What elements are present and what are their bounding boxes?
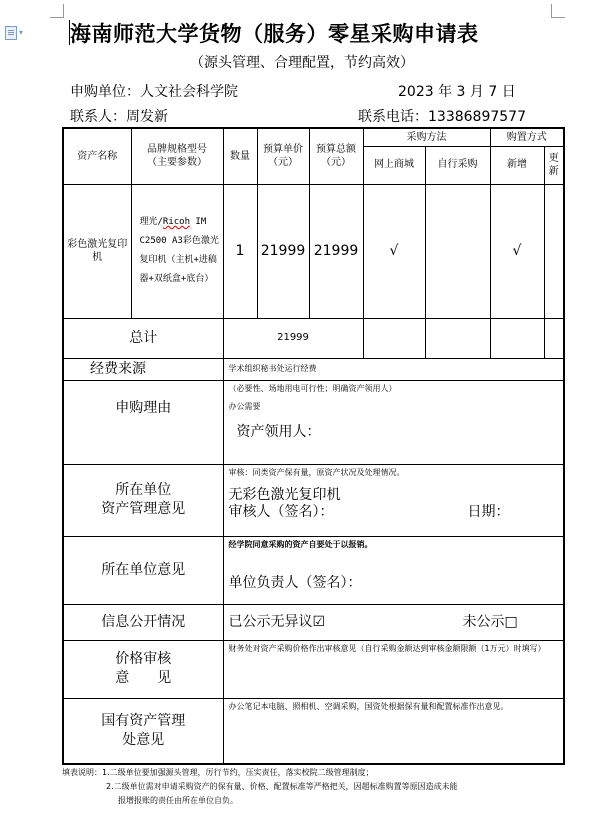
sum-new-cell[interactable] bbox=[490, 318, 544, 358]
asset-mgmt-label-line2: 资产管理意见 bbox=[101, 501, 186, 517]
item-spec-brand: 理光/ bbox=[139, 217, 163, 228]
phone-value: 13386897577 bbox=[428, 109, 526, 125]
sum-self-cell[interactable] bbox=[425, 318, 490, 358]
col-spec-subtitle: （主要参数） bbox=[147, 157, 207, 169]
col-purchase-type[interactable]: 购置方式 bbox=[490, 128, 564, 146]
price-review-label bbox=[63, 640, 223, 698]
col-purchase-method[interactable]: 采购方法 bbox=[363, 128, 490, 146]
asset-mgmt-sign-line bbox=[229, 504, 559, 521]
unit-head-sign-field[interactable]: 单位负责人（签名）： bbox=[228, 575, 362, 592]
document-icon[interactable] bbox=[5, 26, 17, 40]
price-review-cell[interactable]: 财务处对资产采购价格作出审核意见（自行采购金额达到审核金额限额（1万元）时填写） bbox=[223, 640, 564, 698]
disclosure-no-checkbox[interactable]: 未公示□ bbox=[462, 613, 518, 630]
reason-cell[interactable] bbox=[223, 380, 564, 464]
item-name[interactable]: 彩色激光复印机 bbox=[63, 184, 131, 318]
unit-line[interactable] bbox=[70, 81, 238, 101]
application-form-table bbox=[62, 127, 565, 765]
crop-mark bbox=[50, 17, 63, 18]
state-asset-label-line1: 国有资产管理 bbox=[101, 712, 186, 729]
reason-value: 办公需要 bbox=[228, 402, 261, 412]
item-replace-check[interactable] bbox=[544, 184, 564, 318]
funding-label: 经费来源 bbox=[63, 358, 223, 380]
disclosure-yes-checkbox[interactable]: 已公示无异议☑ bbox=[228, 613, 326, 630]
sum-label: 总计 bbox=[63, 318, 223, 358]
col-asset-name[interactable]: 资产名称 bbox=[63, 128, 131, 184]
crop-mark bbox=[63, 4, 64, 18]
col-unit-price[interactable] bbox=[257, 128, 309, 184]
asset-holder-field[interactable]: 资产领用人： bbox=[236, 424, 321, 441]
col-total[interactable] bbox=[309, 128, 363, 184]
col-replace[interactable]: 更新 bbox=[544, 146, 564, 184]
item-unit-price[interactable]: 21999 bbox=[257, 184, 309, 318]
asset-mgmt-date[interactable]: 日期： bbox=[467, 504, 510, 521]
apply-date[interactable]: 2023 年 3 月 7 日 bbox=[398, 84, 516, 100]
reason-label: 申购理由 bbox=[63, 380, 223, 464]
item-spec-ricoh: Ricoh bbox=[162, 217, 191, 228]
asset-mgmt-value: 无彩色激光复印机 bbox=[228, 487, 341, 504]
item-online-check[interactable]: √ bbox=[363, 184, 425, 318]
item-spec[interactable] bbox=[131, 184, 223, 318]
col-total-unit: （元） bbox=[321, 157, 351, 169]
disclosure-label: 信息公开情况 bbox=[63, 604, 223, 640]
state-asset-label-line2: 处意见 bbox=[122, 731, 165, 748]
asset-mgmt-label bbox=[63, 464, 223, 536]
asset-mgmt-label-line1: 所在单位 bbox=[115, 482, 172, 499]
state-asset-cell[interactable]: 办公笔记本电脑、照相机、空调采购，国资处根据保有量和配置标准作出意见。 bbox=[223, 698, 564, 764]
unit-label: 申购单位： bbox=[70, 84, 140, 100]
footer-note-1: 填表说明：1.二级单位要加强源头管理，厉行节约，压实责任，落实校院二级管理制度； bbox=[62, 768, 374, 777]
page-subtitle[interactable]: （源头管理、合理配置，节约高效） bbox=[190, 55, 414, 71]
contact-label: 联系人： bbox=[70, 109, 126, 125]
asset-mgmt-hint: 审核：同类资产保有量，原资产状况及处理情况。 bbox=[228, 467, 405, 477]
crop-mark bbox=[552, 17, 565, 18]
col-online-mall[interactable]: 网上商城 bbox=[363, 146, 425, 184]
col-spec-title: 品牌规格型号 bbox=[147, 143, 207, 155]
col-unit-price-unit: （元） bbox=[268, 157, 298, 169]
price-review-label-line2: 意 见 bbox=[115, 670, 172, 686]
unit-value: 人文社会科学院 bbox=[140, 84, 238, 100]
sum-value[interactable]: 21999 bbox=[223, 318, 363, 358]
col-spec[interactable] bbox=[131, 128, 223, 184]
contact-value: 周发新 bbox=[126, 109, 168, 125]
unit-opinion-cell[interactable] bbox=[223, 536, 564, 604]
item-new-check[interactable]: √ bbox=[490, 184, 544, 318]
sum-replace-cell[interactable] bbox=[544, 318, 564, 358]
unit-opinion-hint: 经学院同意采购的资产自要处于以报销。 bbox=[228, 539, 373, 549]
footer-note-2: 2.二级单位需对申请采购资产的保有量、价格、配置标准等严格把关，因超标准购置等原因造成未能 bbox=[106, 782, 458, 791]
col-quantity[interactable]: 数量 bbox=[223, 128, 257, 184]
unit-opinion-label: 所在单位意见 bbox=[63, 536, 223, 604]
state-asset-label bbox=[63, 698, 223, 764]
asset-mgmt-cell[interactable] bbox=[223, 464, 564, 536]
item-total[interactable]: 21999 bbox=[309, 184, 363, 318]
col-unit-price-title: 预算单价 bbox=[263, 143, 303, 155]
item-quantity[interactable]: 1 bbox=[223, 184, 257, 318]
price-review-label-line1: 价格审核 bbox=[115, 651, 172, 668]
footer-note-3: 报增报账的责任由所在单位自负。 bbox=[118, 796, 238, 805]
col-new[interactable]: 新增 bbox=[490, 146, 544, 184]
item-spec-rest: IM C2500 A3彩色激光复印机（主机+进稿器+双纸盒+底台） bbox=[139, 217, 219, 284]
sum-online-cell[interactable] bbox=[363, 318, 425, 358]
crop-mark bbox=[551, 4, 552, 18]
reason-hint: （必要性、场地用电可行性；明确资产领用人） bbox=[228, 383, 397, 393]
funding-value[interactable]: 学术组织秘书处运行经费 bbox=[223, 358, 564, 380]
col-self-purchase[interactable]: 自行采购 bbox=[425, 146, 490, 184]
asset-mgmt-signer[interactable]: 审核人（签名）： bbox=[228, 504, 334, 521]
phone-line[interactable] bbox=[358, 106, 526, 126]
item-self-check[interactable] bbox=[425, 184, 490, 318]
col-total-title: 预算总额 bbox=[316, 143, 356, 155]
disclosure-cell bbox=[223, 604, 564, 640]
page-title[interactable]: 海南师范大学货物（服务）零星采购申请表 bbox=[70, 22, 479, 46]
contact-line[interactable] bbox=[70, 106, 168, 126]
chevron-down-icon[interactable]: ▾ bbox=[19, 28, 24, 37]
phone-label: 联系电话： bbox=[358, 109, 428, 125]
